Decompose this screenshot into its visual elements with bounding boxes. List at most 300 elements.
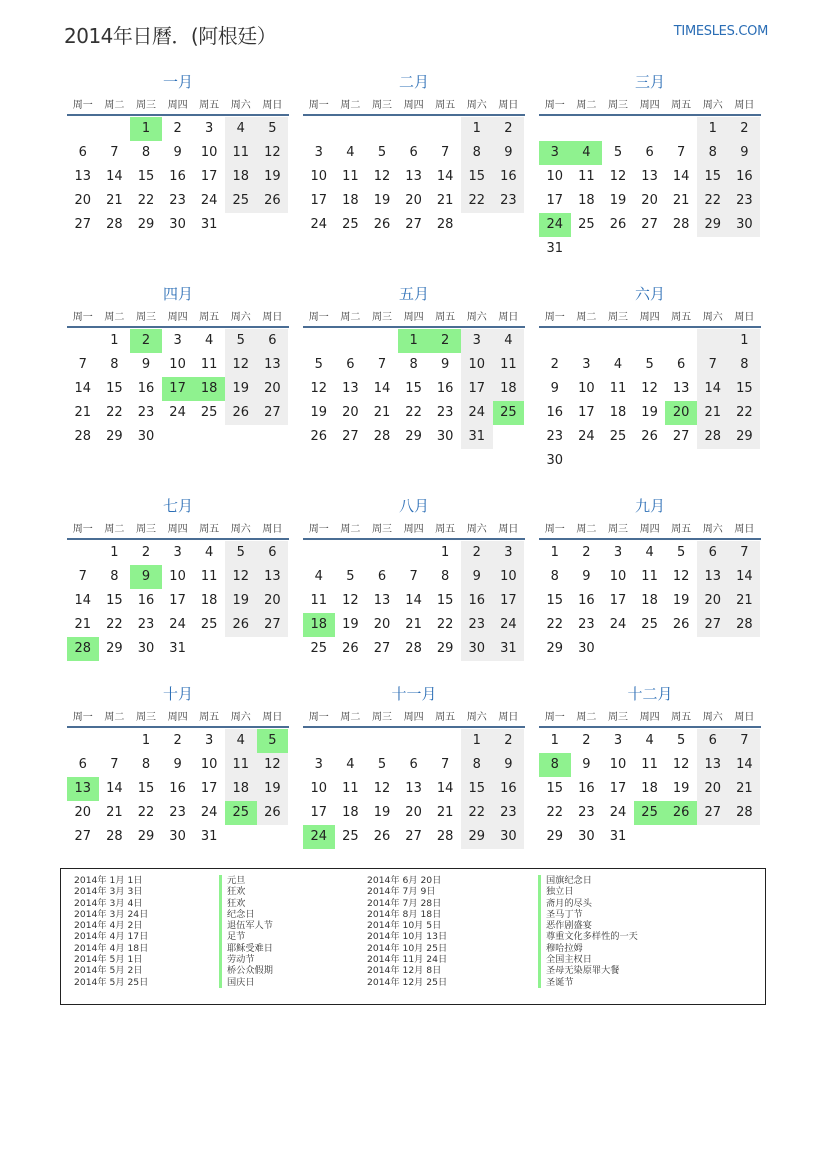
day-cell[interactable]: 13 xyxy=(257,565,289,589)
day-cell[interactable]: 27 xyxy=(405,829,422,844)
day-cell[interactable]: 24 xyxy=(609,805,627,820)
day-cell[interactable]: 24 xyxy=(200,193,218,208)
day-cell[interactable]: 27 xyxy=(641,217,658,232)
day-cell[interactable]: 17 xyxy=(162,377,194,401)
day-cell[interactable]: 5 xyxy=(314,357,323,372)
day-cell[interactable]: 25 xyxy=(342,217,359,232)
day-cell[interactable]: 5 xyxy=(346,569,355,584)
day-cell[interactable]: 10 xyxy=(310,781,328,796)
day-cell[interactable]: 2 xyxy=(582,733,591,748)
day-cell[interactable]: 21 xyxy=(405,617,422,632)
day-cell[interactable]: 27 xyxy=(342,429,359,444)
day-cell[interactable]: 6 xyxy=(377,569,387,584)
day-cell[interactable]: 16 xyxy=(137,593,155,608)
day-cell[interactable]: 7 xyxy=(729,729,761,753)
day-cell[interactable]: 28 xyxy=(729,801,761,825)
day-cell[interactable]: 26 xyxy=(641,429,658,444)
day-cell[interactable]: 17 xyxy=(461,377,493,401)
day-cell[interactable]: 31 xyxy=(546,241,564,256)
day-cell[interactable]: 21 xyxy=(436,193,454,208)
day-cell[interactable]: 17 xyxy=(609,781,627,796)
day-cell[interactable]: 13 xyxy=(697,565,729,589)
day-cell[interactable]: 9 xyxy=(173,145,182,160)
day-cell[interactable]: 28 xyxy=(74,429,92,444)
day-cell[interactable]: 16 xyxy=(436,381,454,396)
day-cell[interactable]: 19 xyxy=(609,193,627,208)
day-cell[interactable]: 6 xyxy=(346,357,355,372)
day-cell[interactable]: 18 xyxy=(641,781,658,796)
day-cell[interactable]: 9 xyxy=(493,141,525,165)
day-cell[interactable]: 14 xyxy=(672,169,690,184)
day-cell[interactable]: 27 xyxy=(697,613,729,637)
day-cell[interactable]: 13 xyxy=(641,169,658,184)
day-cell[interactable]: 20 xyxy=(74,805,92,820)
day-cell[interactable]: 26 xyxy=(310,429,328,444)
day-cell[interactable]: 8 xyxy=(141,145,151,160)
day-cell[interactable]: 20 xyxy=(257,589,289,613)
day-cell[interactable]: 21 xyxy=(373,405,391,420)
day-cell[interactable]: 13 xyxy=(697,753,729,777)
day-cell[interactable]: 19 xyxy=(225,589,257,613)
day-cell[interactable]: 26 xyxy=(373,217,391,232)
day-cell[interactable]: 24 xyxy=(461,401,493,425)
day-cell[interactable]: 16 xyxy=(169,169,186,184)
day-cell[interactable]: 21 xyxy=(106,805,123,820)
day-cell[interactable]: 27 xyxy=(257,401,289,425)
day-cell[interactable]: 17 xyxy=(169,593,186,608)
day-cell[interactable]: 24 xyxy=(578,429,595,444)
day-cell[interactable]: 8 xyxy=(729,353,761,377)
day-cell[interactable]: 28 xyxy=(697,425,729,449)
day-cell[interactable]: 20 xyxy=(405,193,422,208)
day-cell[interactable]: 5 xyxy=(377,757,387,772)
day-cell[interactable]: 28 xyxy=(672,217,690,232)
day-cell[interactable]: 28 xyxy=(405,641,422,656)
day-cell[interactable]: 17 xyxy=(546,193,564,208)
day-cell[interactable]: 29 xyxy=(697,213,729,237)
day-cell[interactable]: 14 xyxy=(106,169,123,184)
day-cell[interactable]: 30 xyxy=(546,453,564,468)
day-cell[interactable]: 10 xyxy=(310,169,328,184)
day-cell[interactable]: 22 xyxy=(546,805,564,820)
day-cell[interactable]: 29 xyxy=(137,829,155,844)
day-cell[interactable]: 15 xyxy=(461,777,493,801)
day-cell[interactable]: 22 xyxy=(405,405,422,420)
day-cell[interactable]: 22 xyxy=(436,617,454,632)
day-cell[interactable]: 11 xyxy=(641,569,658,584)
day-cell[interactable]: 10 xyxy=(578,381,595,396)
day-cell[interactable]: 1 xyxy=(398,329,430,353)
day-cell[interactable]: 8 xyxy=(441,569,450,584)
day-cell[interactable]: 2 xyxy=(461,541,493,565)
day-cell[interactable]: 12 xyxy=(609,169,627,184)
day-cell[interactable]: 20 xyxy=(257,377,289,401)
day-cell[interactable]: 22 xyxy=(461,801,493,825)
day-cell[interactable]: 11 xyxy=(641,757,658,772)
day-cell[interactable]: 24 xyxy=(493,613,525,637)
day-cell[interactable]: 7 xyxy=(377,357,387,372)
day-cell[interactable]: 2 xyxy=(493,117,525,141)
day-cell[interactable]: 19 xyxy=(342,617,359,632)
day-cell[interactable]: 29 xyxy=(729,425,761,449)
day-cell[interactable]: 15 xyxy=(461,165,493,189)
day-cell[interactable]: 23 xyxy=(493,801,525,825)
day-cell[interactable]: 4 xyxy=(346,145,355,160)
day-cell[interactable]: 12 xyxy=(373,781,391,796)
day-cell[interactable]: 1 xyxy=(550,733,559,748)
day-cell[interactable]: 27 xyxy=(257,613,289,637)
day-cell[interactable]: 29 xyxy=(106,429,123,444)
day-cell[interactable]: 7 xyxy=(677,145,686,160)
day-cell[interactable]: 12 xyxy=(373,169,391,184)
day-cell[interactable]: 28 xyxy=(436,217,454,232)
day-cell[interactable]: 20 xyxy=(697,777,729,801)
day-cell[interactable]: 16 xyxy=(546,405,564,420)
day-cell[interactable]: 22 xyxy=(137,805,155,820)
site-link[interactable]: TIMESLES.COM xyxy=(673,24,768,39)
day-cell[interactable]: 18 xyxy=(225,165,257,189)
day-cell[interactable]: 12 xyxy=(310,381,328,396)
day-cell[interactable]: 17 xyxy=(200,781,218,796)
day-cell[interactable]: 19 xyxy=(672,781,690,796)
day-cell[interactable]: 21 xyxy=(697,401,729,425)
day-cell[interactable]: 7 xyxy=(110,757,119,772)
day-cell[interactable]: 25 xyxy=(200,405,218,420)
day-cell[interactable]: 20 xyxy=(373,617,391,632)
day-cell[interactable]: 5 xyxy=(257,117,289,141)
day-cell[interactable]: 12 xyxy=(257,753,289,777)
day-cell[interactable]: 2 xyxy=(173,733,182,748)
day-cell[interactable]: 11 xyxy=(200,569,218,584)
day-cell[interactable]: 14 xyxy=(729,753,761,777)
day-cell[interactable]: 8 xyxy=(141,757,151,772)
day-cell[interactable]: 20 xyxy=(74,193,92,208)
day-cell[interactable]: 8 xyxy=(461,141,493,165)
day-cell[interactable]: 13 xyxy=(405,169,422,184)
day-cell[interactable]: 31 xyxy=(493,637,525,661)
day-cell[interactable]: 22 xyxy=(461,189,493,213)
day-cell[interactable]: 2 xyxy=(130,329,162,353)
day-cell[interactable]: 3 xyxy=(314,757,323,772)
day-cell[interactable]: 25 xyxy=(200,617,218,632)
day-cell[interactable]: 10 xyxy=(546,169,564,184)
day-cell[interactable]: 5 xyxy=(677,545,686,560)
day-cell[interactable]: 4 xyxy=(346,757,355,772)
day-cell[interactable]: 9 xyxy=(493,753,525,777)
day-cell[interactable]: 18 xyxy=(225,777,257,801)
day-cell[interactable]: 6 xyxy=(697,729,729,753)
day-cell[interactable]: 13 xyxy=(67,777,99,801)
day-cell[interactable]: 24 xyxy=(169,405,186,420)
day-cell[interactable]: 10 xyxy=(609,569,627,584)
day-cell[interactable]: 1 xyxy=(697,117,729,141)
day-cell[interactable]: 19 xyxy=(310,405,328,420)
day-cell[interactable]: 26 xyxy=(225,401,257,425)
day-cell[interactable]: 30 xyxy=(578,829,595,844)
day-cell[interactable]: 14 xyxy=(373,381,391,396)
day-cell[interactable]: 15 xyxy=(137,781,155,796)
day-cell[interactable]: 13 xyxy=(257,353,289,377)
day-cell[interactable]: 25 xyxy=(342,829,359,844)
day-cell[interactable]: 16 xyxy=(169,781,186,796)
day-cell[interactable]: 27 xyxy=(697,801,729,825)
day-cell[interactable]: 25 xyxy=(225,801,257,825)
day-cell[interactable]: 19 xyxy=(257,777,289,801)
day-cell[interactable]: 30 xyxy=(436,429,454,444)
day-cell[interactable]: 10 xyxy=(169,569,186,584)
day-cell[interactable]: 30 xyxy=(493,825,525,849)
day-cell[interactable]: 18 xyxy=(193,377,225,401)
day-cell[interactable]: 25 xyxy=(225,189,257,213)
day-cell[interactable]: 26 xyxy=(342,641,359,656)
day-cell[interactable]: 15 xyxy=(436,593,454,608)
day-cell[interactable]: 27 xyxy=(74,829,92,844)
day-cell[interactable]: 3 xyxy=(613,733,623,748)
day-cell[interactable]: 25 xyxy=(493,401,525,425)
day-cell[interactable]: 5 xyxy=(225,541,257,565)
day-cell[interactable]: 9 xyxy=(441,357,450,372)
day-cell[interactable]: 11 xyxy=(225,141,257,165)
day-cell[interactable]: 2 xyxy=(493,729,525,753)
day-cell[interactable]: 6 xyxy=(78,757,87,772)
day-cell[interactable]: 9 xyxy=(130,565,162,589)
day-cell[interactable]: 16 xyxy=(137,381,155,396)
day-cell[interactable]: 22 xyxy=(106,617,123,632)
day-cell[interactable]: 13 xyxy=(342,381,359,396)
day-cell[interactable]: 28 xyxy=(106,829,123,844)
day-cell[interactable]: 18 xyxy=(200,593,218,608)
day-cell[interactable]: 30 xyxy=(137,429,155,444)
day-cell[interactable]: 10 xyxy=(200,757,218,772)
day-cell[interactable]: 29 xyxy=(546,641,564,656)
day-cell[interactable]: 13 xyxy=(405,781,422,796)
day-cell[interactable]: 3 xyxy=(493,541,525,565)
day-cell[interactable]: 17 xyxy=(578,405,595,420)
day-cell[interactable]: 9 xyxy=(582,569,591,584)
day-cell[interactable]: 22 xyxy=(106,405,123,420)
day-cell[interactable]: 15 xyxy=(106,381,123,396)
day-cell[interactable]: 9 xyxy=(550,381,559,396)
day-cell[interactable]: 13 xyxy=(74,169,92,184)
day-cell[interactable]: 17 xyxy=(200,169,218,184)
day-cell[interactable]: 27 xyxy=(74,217,92,232)
day-cell[interactable]: 20 xyxy=(342,405,359,420)
day-cell[interactable]: 18 xyxy=(342,805,359,820)
day-cell[interactable]: 31 xyxy=(609,829,627,844)
day-cell[interactable]: 24 xyxy=(539,213,571,237)
day-cell[interactable]: 22 xyxy=(697,189,729,213)
day-cell[interactable]: 27 xyxy=(672,429,690,444)
day-cell[interactable]: 3 xyxy=(205,121,214,136)
day-cell[interactable]: 13 xyxy=(672,381,690,396)
day-cell[interactable]: 4 xyxy=(493,329,525,353)
day-cell[interactable]: 20 xyxy=(697,589,729,613)
day-cell[interactable]: 14 xyxy=(74,593,92,608)
day-cell[interactable]: 6 xyxy=(257,541,289,565)
day-cell[interactable]: 10 xyxy=(609,757,627,772)
day-cell[interactable]: 11 xyxy=(342,781,359,796)
day-cell[interactable]: 5 xyxy=(225,329,257,353)
day-cell[interactable]: 24 xyxy=(310,217,328,232)
day-cell[interactable]: 5 xyxy=(257,729,289,753)
day-cell[interactable]: 31 xyxy=(200,829,218,844)
day-cell[interactable]: 12 xyxy=(225,565,257,589)
day-cell[interactable]: 23 xyxy=(461,613,493,637)
day-cell[interactable]: 4 xyxy=(645,733,654,748)
day-cell[interactable]: 2 xyxy=(173,121,182,136)
day-cell[interactable]: 6 xyxy=(697,541,729,565)
day-cell[interactable]: 1 xyxy=(550,545,559,560)
day-cell[interactable]: 18 xyxy=(303,613,335,637)
day-cell[interactable]: 5 xyxy=(613,145,623,160)
day-cell[interactable]: 6 xyxy=(409,145,418,160)
day-cell[interactable]: 8 xyxy=(461,753,493,777)
day-cell[interactable]: 3 xyxy=(582,357,591,372)
day-cell[interactable]: 30 xyxy=(137,641,155,656)
day-cell[interactable]: 19 xyxy=(672,593,690,608)
day-cell[interactable]: 21 xyxy=(436,805,454,820)
day-cell[interactable]: 23 xyxy=(169,805,186,820)
day-cell[interactable]: 13 xyxy=(373,593,391,608)
day-cell[interactable]: 29 xyxy=(546,829,564,844)
day-cell[interactable]: 6 xyxy=(78,145,87,160)
day-cell[interactable]: 27 xyxy=(373,641,391,656)
day-cell[interactable]: 6 xyxy=(409,757,418,772)
day-cell[interactable]: 14 xyxy=(436,781,454,796)
day-cell[interactable]: 1 xyxy=(141,733,151,748)
day-cell[interactable]: 7 xyxy=(441,757,450,772)
day-cell[interactable]: 25 xyxy=(641,617,658,632)
day-cell[interactable]: 6 xyxy=(645,145,654,160)
day-cell[interactable]: 15 xyxy=(137,169,155,184)
day-cell[interactable]: 9 xyxy=(461,565,493,589)
day-cell[interactable]: 23 xyxy=(578,617,595,632)
day-cell[interactable]: 21 xyxy=(74,405,92,420)
day-cell[interactable]: 20 xyxy=(641,193,658,208)
day-cell[interactable]: 26 xyxy=(257,189,289,213)
day-cell[interactable]: 18 xyxy=(342,193,359,208)
day-cell[interactable]: 21 xyxy=(74,617,92,632)
day-cell[interactable]: 24 xyxy=(200,805,218,820)
day-cell[interactable]: 16 xyxy=(729,165,761,189)
day-cell[interactable]: 5 xyxy=(377,145,387,160)
day-cell[interactable]: 22 xyxy=(729,401,761,425)
day-cell[interactable]: 14 xyxy=(729,565,761,589)
day-cell[interactable]: 3 xyxy=(205,733,214,748)
day-cell[interactable]: 30 xyxy=(729,213,761,237)
day-cell[interactable]: 26 xyxy=(672,617,690,632)
day-cell[interactable]: 9 xyxy=(729,141,761,165)
day-cell[interactable]: 31 xyxy=(200,217,218,232)
day-cell[interactable]: 23 xyxy=(137,405,155,420)
day-cell[interactable]: 19 xyxy=(373,805,391,820)
day-cell[interactable]: 16 xyxy=(493,165,525,189)
day-cell[interactable]: 25 xyxy=(310,641,328,656)
day-cell[interactable]: 29 xyxy=(405,429,422,444)
day-cell[interactable]: 30 xyxy=(578,641,595,656)
day-cell[interactable]: 15 xyxy=(546,593,564,608)
day-cell[interactable]: 11 xyxy=(225,753,257,777)
day-cell[interactable]: 18 xyxy=(641,593,658,608)
day-cell[interactable]: 5 xyxy=(677,733,686,748)
day-cell[interactable]: 1 xyxy=(130,117,162,141)
day-cell[interactable]: 24 xyxy=(169,617,186,632)
day-cell[interactable]: 31 xyxy=(169,641,186,656)
day-cell[interactable]: 11 xyxy=(342,169,359,184)
day-cell[interactable]: 29 xyxy=(106,641,123,656)
day-cell[interactable]: 5 xyxy=(645,357,654,372)
day-cell[interactable]: 28 xyxy=(373,429,391,444)
day-cell[interactable]: 23 xyxy=(169,193,186,208)
day-cell[interactable]: 18 xyxy=(578,193,595,208)
day-cell[interactable]: 23 xyxy=(436,405,454,420)
day-cell[interactable]: 26 xyxy=(257,801,289,825)
day-cell[interactable]: 17 xyxy=(493,589,525,613)
day-cell[interactable]: 3 xyxy=(314,145,323,160)
day-cell[interactable]: 14 xyxy=(697,377,729,401)
day-cell[interactable]: 12 xyxy=(342,593,359,608)
day-cell[interactable]: 30 xyxy=(169,829,186,844)
day-cell[interactable]: 11 xyxy=(310,593,328,608)
day-cell[interactable]: 4 xyxy=(314,569,323,584)
day-cell[interactable]: 10 xyxy=(200,145,218,160)
day-cell[interactable]: 12 xyxy=(672,757,690,772)
day-cell[interactable]: 21 xyxy=(106,193,123,208)
day-cell[interactable]: 4 xyxy=(205,545,214,560)
day-cell[interactable]: 1 xyxy=(461,117,493,141)
day-cell[interactable]: 8 xyxy=(697,141,729,165)
day-cell[interactable]: 1 xyxy=(729,329,761,353)
day-cell[interactable]: 17 xyxy=(310,193,328,208)
day-cell[interactable]: 1 xyxy=(110,333,119,348)
day-cell[interactable]: 9 xyxy=(173,757,182,772)
day-cell[interactable]: 8 xyxy=(539,753,571,777)
day-cell[interactable]: 29 xyxy=(461,825,493,849)
day-cell[interactable]: 4 xyxy=(613,357,623,372)
day-cell[interactable]: 10 xyxy=(461,353,493,377)
day-cell[interactable]: 4 xyxy=(205,333,214,348)
day-cell[interactable]: 15 xyxy=(405,381,422,396)
day-cell[interactable]: 30 xyxy=(461,637,493,661)
day-cell[interactable]: 20 xyxy=(665,401,697,425)
day-cell[interactable]: 11 xyxy=(578,169,595,184)
day-cell[interactable]: 4 xyxy=(645,545,654,560)
day-cell[interactable]: 19 xyxy=(373,193,391,208)
day-cell[interactable]: 25 xyxy=(578,217,595,232)
day-cell[interactable]: 19 xyxy=(641,405,658,420)
day-cell[interactable]: 12 xyxy=(641,381,658,396)
day-cell[interactable]: 7 xyxy=(697,353,729,377)
day-cell[interactable]: 18 xyxy=(609,405,627,420)
day-cell[interactable]: 14 xyxy=(405,593,422,608)
day-cell[interactable]: 15 xyxy=(729,377,761,401)
day-cell[interactable]: 12 xyxy=(225,353,257,377)
day-cell[interactable]: 28 xyxy=(67,637,99,661)
day-cell[interactable]: 22 xyxy=(546,617,564,632)
day-cell[interactable]: 9 xyxy=(582,757,591,772)
day-cell[interactable]: 23 xyxy=(729,189,761,213)
day-cell[interactable]: 16 xyxy=(461,589,493,613)
day-cell[interactable]: 22 xyxy=(137,193,155,208)
day-cell[interactable]: 7 xyxy=(409,569,418,584)
day-cell[interactable]: 7 xyxy=(78,569,87,584)
day-cell[interactable]: 23 xyxy=(546,429,564,444)
day-cell[interactable]: 26 xyxy=(225,613,257,637)
day-cell[interactable]: 19 xyxy=(257,165,289,189)
day-cell[interactable]: 4 xyxy=(225,117,257,141)
day-cell[interactable]: 16 xyxy=(578,781,595,796)
day-cell[interactable]: 11 xyxy=(609,381,627,396)
